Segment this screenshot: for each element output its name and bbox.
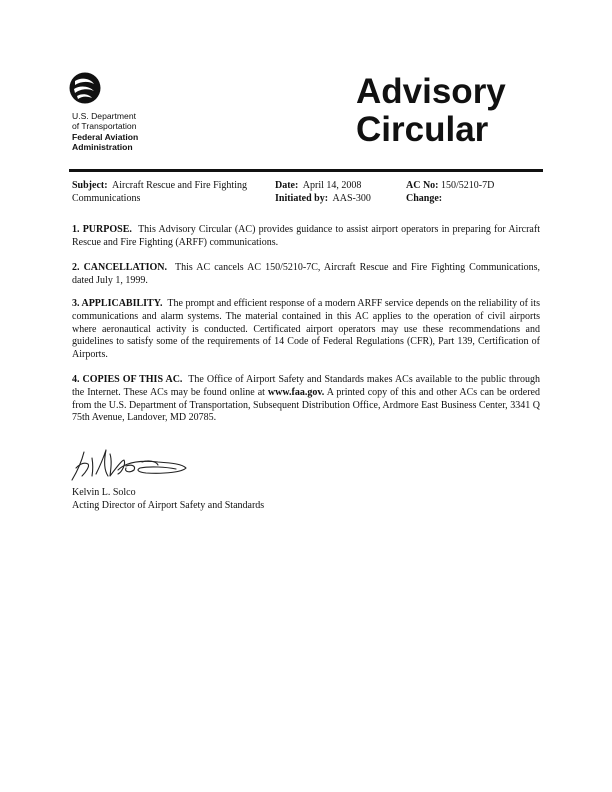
- signature-image: [66, 446, 216, 486]
- section-heading: 3. APPLICABILITY.: [72, 298, 163, 309]
- signer-block: [72, 487, 264, 512]
- department-block: [72, 111, 138, 153]
- section-heading: 2. CANCELLATION.: [72, 262, 168, 273]
- section-body: The Office of Airport Safety and Standards makes ACs available to the public through the Internet. These ACs may be found online at: [72, 374, 540, 398]
- agency-line-1: Federal Aviation: [72, 131, 139, 142]
- acno-label: AC No:: [406, 180, 439, 191]
- section-heading: 1. PURPOSE.: [72, 224, 132, 235]
- acno-value: 150/5210-7D: [441, 180, 495, 191]
- dot-logo-icon: [69, 72, 101, 104]
- section-purpose: [72, 224, 540, 250]
- department-line-2: of Transportation: [72, 121, 137, 132]
- title-line-1: Advisory: [356, 72, 506, 111]
- signer-name: Kelvin L. Solco: [72, 487, 136, 498]
- section-copies: [72, 374, 540, 425]
- subject-label: Subject:: [72, 180, 108, 191]
- section-body: This AC cancels AC 150/5210-7C, Aircraft Rescue and Fire Fighting Communications, dated July 1, 1999.: [72, 262, 541, 286]
- department-line-1: U.S. Department: [72, 111, 136, 121]
- section-body: The prompt and efficient response of a modern ARFF service depends on the reliability of its communications and alarm systems. The material contained in this AC applies to the operation of civil airports where aeronautical activity is conducted. Certificated airport operators may use these recommendations and guidelines to satisfy some of the requirements of 14 Code of Federal Regulations (CFR), Part 139, Certification of Airports.: [72, 298, 540, 361]
- document-title: [356, 73, 506, 149]
- title-line-2: Circular: [356, 110, 489, 149]
- faa-website-link[interactable]: www.faa.gov.: [267, 386, 325, 398]
- date-block: [275, 180, 371, 205]
- section-applicability: [72, 298, 540, 362]
- agency-line-2: Administration: [72, 142, 133, 153]
- section-heading: 4. COPIES OF THIS AC.: [72, 374, 183, 385]
- signer-title: Acting Director of Airport Safety and Standards: [72, 499, 265, 511]
- date-label: Date:: [275, 180, 299, 191]
- subject-value: Aircraft Rescue and Fire Fighting Communications: [72, 180, 247, 204]
- header-divider: [69, 169, 543, 172]
- section-cancellation: [72, 262, 540, 288]
- date-value: April 14, 2008: [302, 180, 362, 191]
- ac-number-block: [406, 180, 494, 205]
- initiated-value: AAS-300: [332, 192, 371, 204]
- section-body: This Advisory Circular (AC) provides guidance to assist airport operators in preparing for Aircraft Rescue and Fire Fighting (ARFF) communications.: [72, 224, 540, 248]
- subject-block: [72, 180, 272, 205]
- change-label: Change:: [406, 192, 443, 204]
- initiated-label: Initiated by:: [275, 192, 329, 204]
- section-body-cont: A printed copy of this and other ACs can be ordered from the U.S. Department of Transportation, Subsequent Distribution Office, Ardmore East Business Center, 3341 Q 75th Avenue, Landover, MD 20785.: [72, 386, 540, 424]
